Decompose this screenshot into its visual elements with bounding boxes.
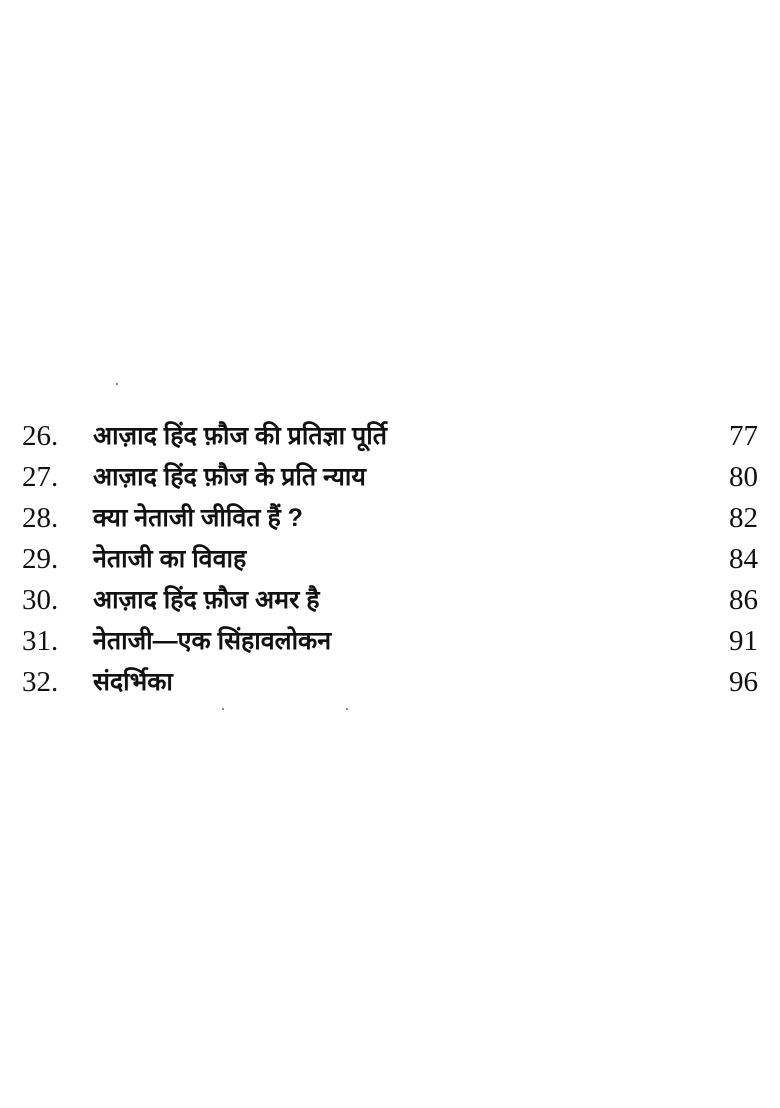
chapter-title: नेताजी—एक सिंहावलोकन [93,627,332,655]
chapter-number: 27. [22,461,59,493]
scan-speck [116,383,118,385]
page-number: 91 [729,625,758,657]
toc-entry [0,621,780,662]
toc-entry [0,662,780,703]
toc-entry [0,457,780,498]
chapter-number: 26. [22,420,59,452]
toc-entry [0,580,780,621]
chapter-title: नेताजी का विवाह [93,545,247,573]
page-number: 86 [729,584,758,616]
page-number: 77 [729,420,758,452]
chapter-title: आज़ाद हिंद फ़ौज के प्रति न्याय [93,463,366,491]
toc-entry [0,498,780,539]
table-of-contents [0,416,780,703]
chapter-number: 30. [22,584,59,616]
toc-entry [0,416,780,457]
page-number: 80 [729,461,758,493]
chapter-number: 32. [22,666,59,698]
chapter-number: 31. [22,625,59,657]
page-number: 84 [729,543,758,575]
toc-entry [0,539,780,580]
chapter-title: संदर्भिका [93,668,173,696]
page-number: 82 [729,502,758,534]
chapter-title: क्या नेताजी जीवित हैं ? [93,504,303,532]
chapter-title: आज़ाद हिंद फ़ौज की प्रतिज्ञा पूर्ति [93,422,387,450]
chapter-number: 29. [22,543,59,575]
scan-speck [346,708,348,710]
scan-speck [222,708,224,710]
chapter-number: 28. [22,502,59,534]
page-number: 96 [729,666,758,698]
chapter-title: आज़ाद हिंद फ़ौज अमर है [93,586,320,614]
